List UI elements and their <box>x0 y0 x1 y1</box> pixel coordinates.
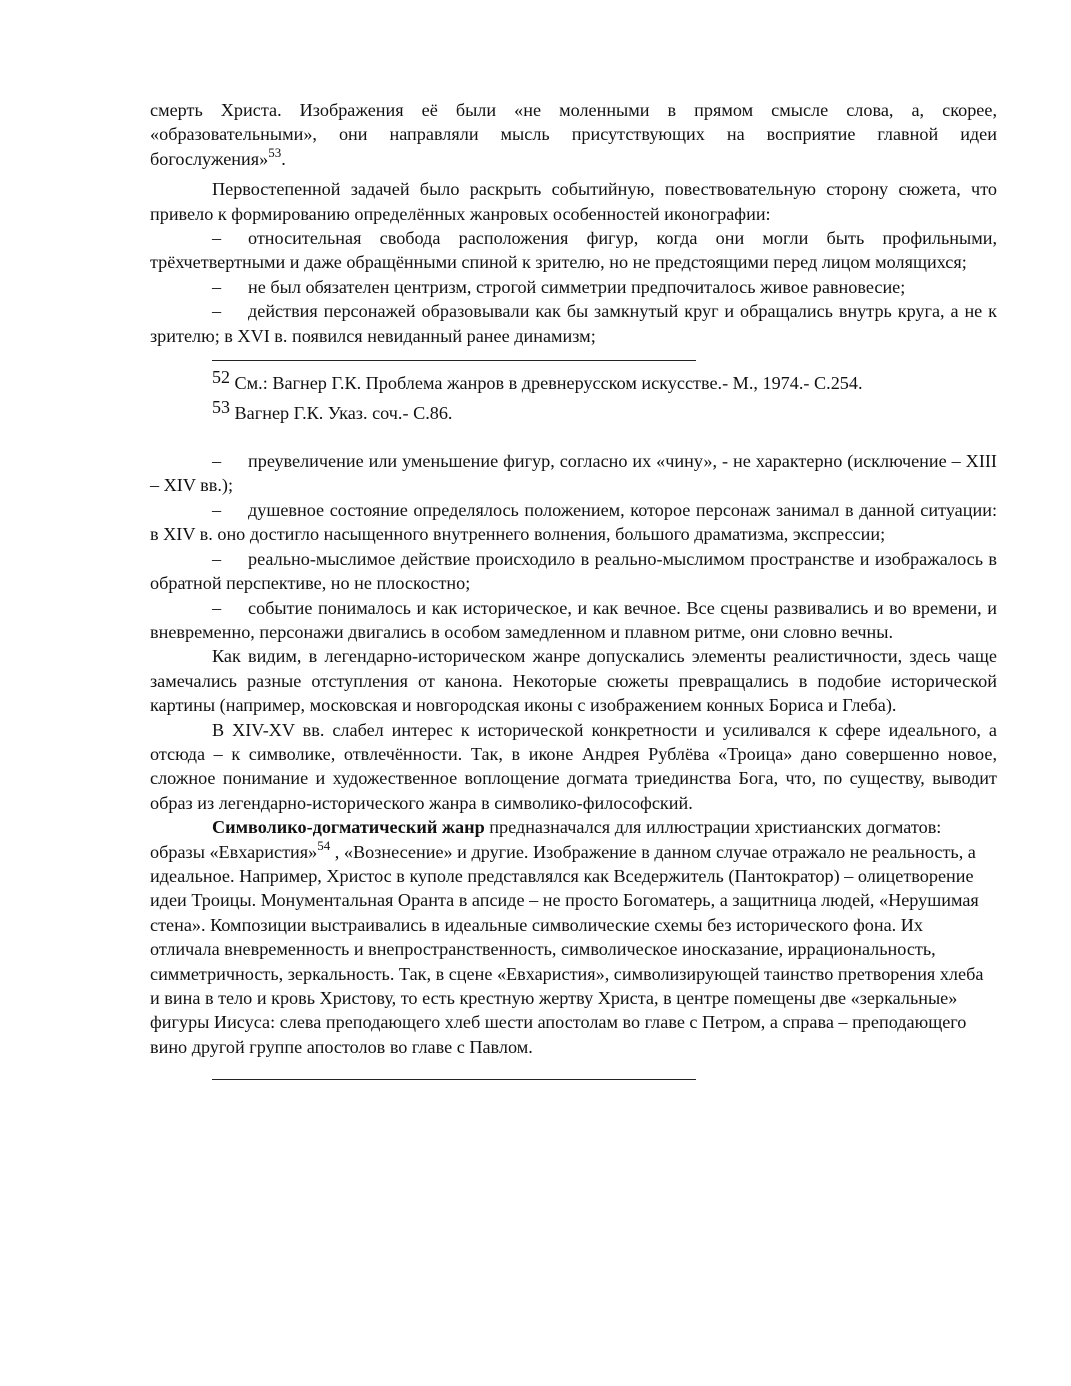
dash-marker: – <box>212 301 222 322</box>
footnote-text: Вагнер Г.К. Указ. соч.- С.86. <box>234 403 453 424</box>
paragraph-1 <box>150 98 997 171</box>
list-item <box>150 449 997 498</box>
list-item <box>150 299 997 348</box>
paragraph-5-text-a: предназначался для иллюстрации христианских догматов: образы «Евхаристия» <box>150 817 942 862</box>
document-page <box>150 98 997 1080</box>
footnote-52 <box>212 367 997 395</box>
paragraph-1-text: смерть Христа. Изображения её были «не моленными в прямом смысле слова, а, скорее, «образовательными», они направляли мысль присутствующих на восприятие главной идеи богослужения» <box>150 100 997 169</box>
footnote-ref-53[interactable]: 53 <box>268 144 282 160</box>
list-item <box>150 498 997 547</box>
list-item-text: событие понималось и как историческое, и как вечное. Все сцены развивались и во времени, и вневременно, персонажи двигались в особом замедленном и плавном ритме, они словно вечны. <box>150 597 997 642</box>
footnote-53 <box>212 397 997 425</box>
list-item-text: душевное состояние определялось положением, которое персонаж занимал в данной ситуации: в XIV в. оно достигло насыщенного внутреннего волнения, большого драматизма, экспрессии; <box>150 499 997 545</box>
list-item-text: действия персонажей образовывали как бы замкнутый круг и обращались внутрь круга, а не к зрителю; в XVI в. появился невиданный ранее динамизм; <box>150 301 997 346</box>
dash-marker: – <box>212 597 222 618</box>
dash-marker: – <box>212 548 222 569</box>
paragraph-3: Как видим, в легендарно-историческом жанре допускались элементы реалистичности, здесь чаще замечались разные отступления от канона. Некоторые сюжеты превращались в подобие исторической картины (например, московская и новгородская иконы с изображением конных Бориса и Глеба). <box>150 646 997 716</box>
page-break-space <box>150 425 997 449</box>
dash-marker: – <box>212 228 222 249</box>
dash-marker: – <box>212 276 222 297</box>
dash-marker: – <box>212 451 222 472</box>
footnote-text: См.: Вагнер Г.К. Проблема жанров в древнерусском искусстве.- М., 1974.- С.254. <box>234 373 863 394</box>
list-item <box>150 275 997 299</box>
list-item <box>150 226 997 275</box>
footnote-number: 53 <box>212 397 230 418</box>
footnote-separator <box>212 360 696 361</box>
list-item-text: относительная свобода расположения фигур, когда они могли быть профильными, трёхчетвертными и даже обращёнными спиной к зрителю, но не предстоящими перед лицом молящихся; <box>150 228 997 273</box>
footnote-number: 52 <box>212 367 230 388</box>
paragraph-2: Первостепенной задачей было раскрыть событийную, повествовательную сторону сюжета, что привело к формированию определённых жанровых особенностей иконографии: <box>150 179 997 224</box>
footnote-separator-bottom <box>212 1079 696 1080</box>
list-item-text: преувеличение или уменьшение фигур, согласно их «чину», - не характерно (исключение – XIII – XIV вв.); <box>150 451 997 496</box>
genre-term: Символико-догматический жанр <box>212 817 485 838</box>
list-item-text: не был обязателен центризм, строгой симметрии предпочиталось живое равновесие; <box>248 276 906 297</box>
dash-marker: – <box>212 499 222 520</box>
list-item-text: реально-мыслимое действие происходило в реально-мыслимом пространстве и изображалось в обратной перспективе, но не плоскостно; <box>150 548 997 594</box>
footnote-ref-54[interactable]: 54 <box>317 837 331 853</box>
paragraph-5-text-b: , «Вознесение» и другие. Изображение в данном случае отражало не реальность, а идеальное. Например, Христос в куполе представлялся как Вседержитель (Пантократор) – олицетворение идеи Троицы. Монументальная Оранта в апсиде – не просто Богоматерь, а защитница людей, «Нерушимая стена». Композиции выстраивались в идеальные символические схемы без исторического фона. Их отличала вневременность и внепространственность, символическое иносказание, иррациональность, симметричность, зеркальность. Так, в сцене «Евхаристия», символизирующей таинство претворения хлеба и вина в тело и кровь Христову, то есть крестную жертву Христа, в центре помещены две «зеркальные» фигуры Иисуса: слева преподающего хлеб шести апостолам во главе с Петром, а справа – преподающего вино другой группе апостолов во главе с Павлом. <box>150 841 984 1057</box>
paragraph-5 <box>150 815 997 1059</box>
paragraph-1-end: . <box>281 148 286 169</box>
list-item <box>150 547 997 596</box>
list-item <box>150 596 997 645</box>
paragraph-4: В XIV-XV вв. слабел интерес к исторической конкретности и усиливался к сфере идеального, а отсюда – к символике, отвлечённости. Так, в иконе Андрея Рублёва «Троица» дано совершенно новое, сложное понимание и художественное воплощение догмата триединства Бога, что, по существу, выводит образ из легендарно-исторического жанра в символико-философский. <box>150 719 997 813</box>
